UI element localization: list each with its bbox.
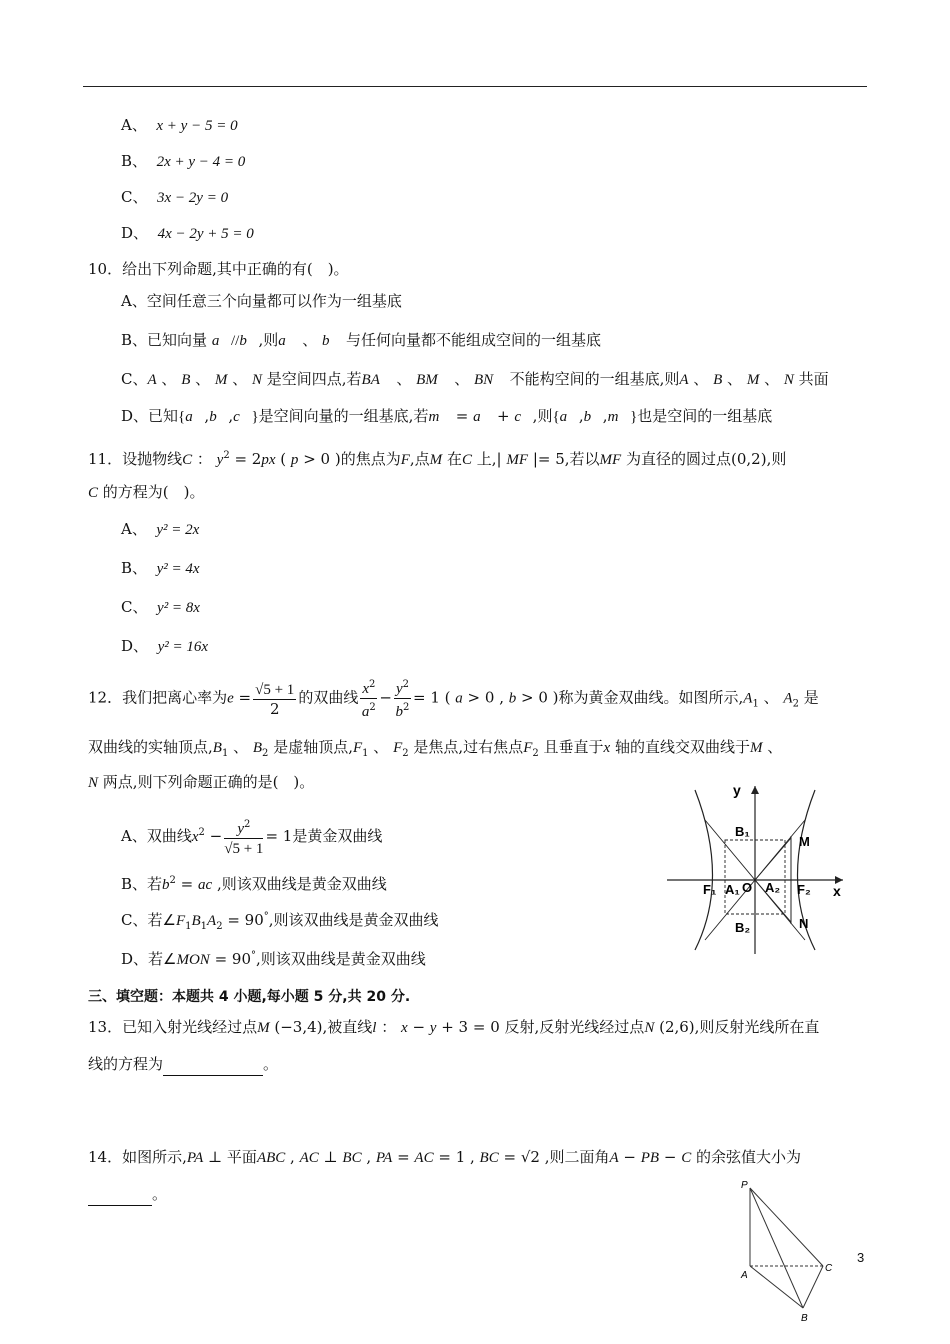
q12-option-d: D、若∠MON = 90°,则该双曲线是黄金双曲线 [121, 950, 426, 968]
section-3-heading: 三、填空题：本题共 4 小题,每小题 5 分,共 20 分. [88, 989, 411, 1005]
edge-pc [750, 1188, 823, 1266]
label-f2: F₂ [797, 882, 811, 897]
q12-option-c: C、若$\angle F_1B_1A_2 = 90^\circ$,则该双曲线是黄金双曲线 [121, 911, 439, 932]
label-a: A [741, 1270, 748, 1281]
q13-answer-blank[interactable] [163, 1053, 263, 1076]
q9-option-c: C、 3x − 2y = 0 [121, 188, 229, 206]
q12-stem-line3: N 两点,则下列命题正确的是( )。 [88, 773, 315, 791]
edge-cb [803, 1266, 823, 1308]
q9-option-b: B、 2x + y − 4 = 0 [121, 152, 246, 170]
q12-option-a: A、双曲线$x^2$ − $\frac{y^2}{√5 + 1}$ = 1是黄金双曲线 [121, 816, 382, 858]
q14-stem: 14．如图所示,PA ⊥ 平面ABC , AC ⊥ BC , PA = AC = 1 , BC = √2 ,则二面角A − PB − C 的余弦值大小为 [88, 1148, 802, 1166]
q12-stem-line2: 双曲线的实轴顶点$,B_1$ 、 $B_2$ 是虚轴顶点$,F_1$ 、 $F_2$ 是焦点,过右焦点$F_2$ 且垂直于x 轴的直线交双曲线于M 、 [88, 738, 783, 759]
label-b2: B₂ [735, 920, 751, 935]
q12-stem: 12．我们把离心率为e = $\frac{√5 + 1}{2}$ 的双曲线 $\frac{x^2}{a^2}$ − $\frac{y^2}{b^2}$ = 1 ( a > 0 , b > 0 )称为黄金双曲线。如图所示$,A_1$ 、 $A_2$ 是 [88, 676, 819, 721]
q9-option-a: A、 x + y − 5 = 0 [121, 116, 238, 134]
q11-stem: 11．设抛物线C ： $y^2 = 2px$ ( p > 0 )的焦点为F,点M 在C 上,| MF |= 5,若以MF 为直径的圆过点(0,2),则 [88, 450, 787, 468]
label-a2: A₂ [765, 880, 781, 895]
q13-stem: 13．已知入射光线经过点M (−3,4),被直线l ： x − y + 3 = 0 反射,反射光线经过点N (2,6),则反射光线所在直 [88, 1018, 820, 1036]
label-b: B [801, 1313, 808, 1324]
y-axis-arrow [751, 786, 759, 794]
edge-pb [750, 1188, 803, 1308]
q11-option-c: C、 y² = 8x [121, 598, 200, 616]
om-segment [755, 838, 791, 880]
q10-option-a: A、空间任意三个向量都可以作为一组基底 [121, 292, 402, 310]
q11-option-d: D、 y² = 16x [121, 637, 209, 655]
label-b1: B₁ [735, 824, 750, 839]
q10-option-b: B、已知向量 a⃗//b⃗,则a⃗ 、 b⃗ 与任何向量都不能组成空间的一组基底 [121, 331, 601, 349]
label-c: C [825, 1263, 833, 1274]
q9-option-d: D、 4x − 2y + 5 = 0 [121, 224, 254, 242]
header-rule [83, 86, 867, 87]
q10-stem: 10．给出下列命题,其中正确的有( )。 [88, 260, 349, 278]
q11-stem-line2: C 的方程为( )。 [88, 483, 205, 501]
q14-stem-line2: 。 [88, 1183, 167, 1206]
pyramid-figure [735, 1176, 835, 1324]
q14-answer-blank[interactable] [88, 1183, 152, 1206]
left-branch [695, 790, 713, 950]
label-y: y [733, 782, 741, 798]
q10-option-c: C、A 、 B 、 M 、 N 是空间四点,若BA⃗ 、 BM⃗ 、 BN⃗ 不能构空间的一组基底,则A 、 B 、 M 、 N 共面 [121, 370, 829, 388]
label-f1: F₁ [703, 882, 717, 897]
hyperbola-figure [665, 780, 855, 956]
q11-option-b: B、 y² = 4x [121, 559, 200, 577]
q10-option-d: D、已知{a⃗,b⃗,c⃗}是空间向量的一组基底,若m⃗ = a⃗ + c⃗,则{a⃗,b⃗,m⃗}也是空间的一组基底 [121, 407, 773, 425]
label-p: P [741, 1180, 748, 1191]
q12-option-b: B、若$b^2$ = ac ,则该双曲线是黄金双曲线 [121, 875, 387, 893]
label-m: M [799, 834, 810, 849]
label-n: N [799, 916, 809, 931]
label-x: x [833, 883, 841, 899]
label-o: O [742, 880, 753, 895]
q13-stem-line2: 线的方程为 。 [88, 1053, 278, 1076]
q11-option-a: A、 y² = 2x [121, 520, 200, 538]
page-number: 3 [857, 1250, 865, 1265]
label-a1: A₁ [725, 882, 740, 897]
edge-ab [750, 1266, 803, 1308]
